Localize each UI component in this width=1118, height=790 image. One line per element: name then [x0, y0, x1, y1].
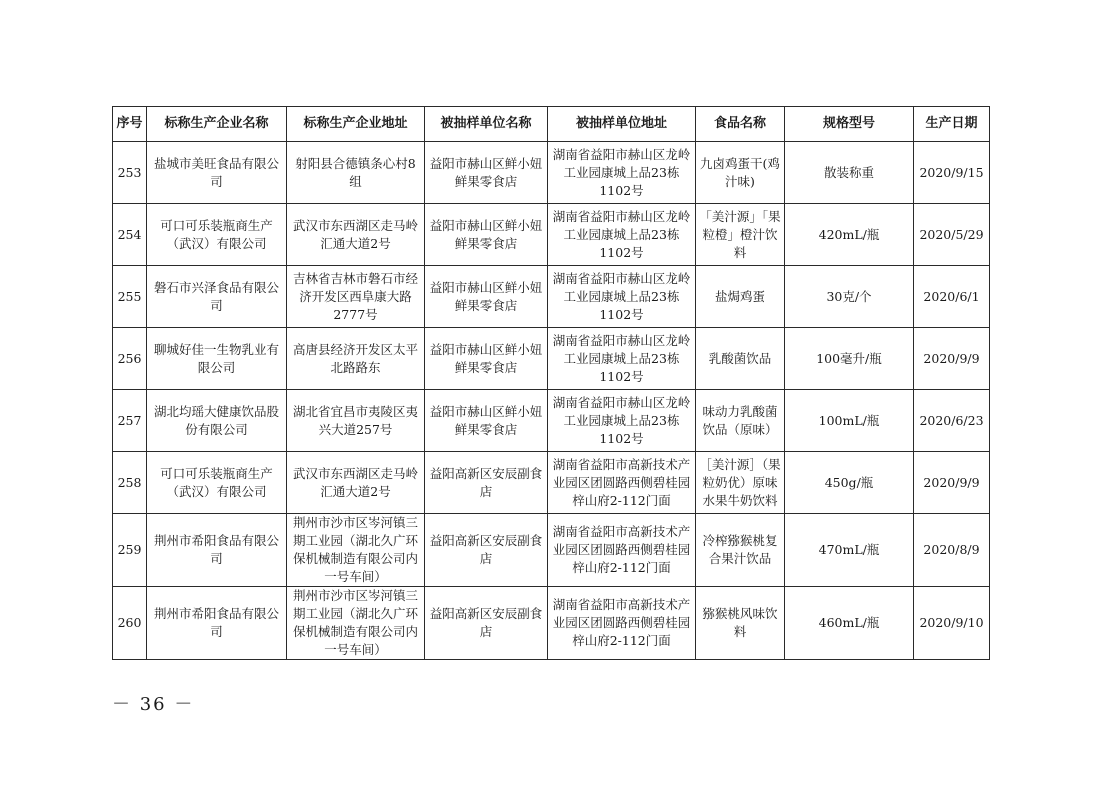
cell-producer: 湖北均瑶大健康饮品股份有限公司	[147, 390, 287, 452]
cell-food-name: 味动力乳酸菌饮品（原味）	[696, 390, 785, 452]
table-row	[113, 142, 990, 204]
header-sampled-unit: 被抽样单位名称	[425, 107, 548, 142]
cell-production-date: 2020/9/10	[914, 587, 990, 660]
cell-no: 256	[113, 328, 147, 390]
header-producer: 标称生产企业名称	[147, 107, 287, 142]
cell-production-date: 2020/5/29	[914, 204, 990, 266]
cell-sampled-unit: 益阳市赫山区鲜小妞鲜果零食店	[425, 266, 548, 328]
table-row	[113, 452, 990, 514]
cell-no: 255	[113, 266, 147, 328]
cell-food-name: 「美汁源」「果粒橙」橙汁饮料	[696, 204, 785, 266]
cell-sampled-address: 湖南省益阳市赫山区龙岭工业园康城上品23栋1102号	[548, 266, 696, 328]
cell-sampled-address: 湖南省益阳市高新技术产业园区团圆路西侧碧桂园梓山府2-112门面	[548, 514, 696, 587]
cell-food-name: 盐焗鸡蛋	[696, 266, 785, 328]
cell-producer-address: 武汉市东西湖区走马岭汇通大道2号	[287, 204, 425, 266]
cell-spec: 30克/个	[785, 266, 914, 328]
cell-no: 258	[113, 452, 147, 514]
cell-producer: 可口可乐装瓶商生产（武汉）有限公司	[147, 452, 287, 514]
header-sampled-address: 被抽样单位地址	[548, 107, 696, 142]
cell-spec: 470mL/瓶	[785, 514, 914, 587]
cell-no: 254	[113, 204, 147, 266]
cell-producer-address: 荆州市沙市区岑河镇三期工业园（湖北久广环保机械制造有限公司内一号车间）	[287, 587, 425, 660]
cell-producer: 聊城好佳一生物乳业有限公司	[147, 328, 287, 390]
cell-production-date: 2020/6/23	[914, 390, 990, 452]
cell-spec: 100毫升/瓶	[785, 328, 914, 390]
header-producer-address: 标称生产企业地址	[287, 107, 425, 142]
cell-sampled-unit: 益阳市赫山区鲜小妞鲜果零食店	[425, 390, 548, 452]
table-row	[113, 328, 990, 390]
header-spec: 规格型号	[785, 107, 914, 142]
cell-producer-address: 湖北省宜昌市夷陵区夷兴大道257号	[287, 390, 425, 452]
cell-production-date: 2020/9/15	[914, 142, 990, 204]
cell-sampled-address: 湖南省益阳市高新技术产业园区团圆路西侧碧桂园梓山府2-112门面	[548, 587, 696, 660]
cell-producer: 荆州市希阳食品有限公司	[147, 587, 287, 660]
cell-no: 259	[113, 514, 147, 587]
cell-producer-address: 吉林省吉林市磐石市经济开发区西阜康大路2777号	[287, 266, 425, 328]
cell-food-name: ［美汁源］（果粒奶优）原味水果牛奶饮料	[696, 452, 785, 514]
cell-production-date: 2020/8/9	[914, 514, 990, 587]
cell-food-name: 九卤鸡蛋干(鸡汁味)	[696, 142, 785, 204]
cell-producer-address: 射阳县合德镇条心村8组	[287, 142, 425, 204]
table-row	[113, 390, 990, 452]
cell-production-date: 2020/9/9	[914, 328, 990, 390]
table-row	[113, 204, 990, 266]
cell-sampled-unit: 益阳市赫山区鲜小妞鲜果零食店	[425, 328, 548, 390]
cell-sampled-address: 湖南省益阳市赫山区龙岭工业园康城上品23栋1102号	[548, 390, 696, 452]
cell-sampled-unit: 益阳高新区安辰副食店	[425, 452, 548, 514]
cell-producer-address: 武汉市东西湖区走马岭汇通大道2号	[287, 452, 425, 514]
header-food-name: 食品名称	[696, 107, 785, 142]
cell-sampled-address: 湖南省益阳市赫山区龙岭工业园康城上品23栋1102号	[548, 204, 696, 266]
cell-producer: 盐城市美旺食品有限公司	[147, 142, 287, 204]
cell-spec: 460mL/瓶	[785, 587, 914, 660]
cell-sampled-address: 湖南省益阳市赫山区龙岭工业园康城上品23栋1102号	[548, 328, 696, 390]
cell-sampled-unit: 益阳市赫山区鲜小妞鲜果零食店	[425, 204, 548, 266]
cell-no: 253	[113, 142, 147, 204]
table-row	[113, 266, 990, 328]
page-number: － 36 －	[112, 694, 195, 715]
cell-producer-address: 高唐县经济开发区太平北路路东	[287, 328, 425, 390]
header-production-date: 生产日期	[914, 107, 990, 142]
table-header-row	[113, 107, 990, 142]
header-no: 序号	[113, 107, 147, 142]
cell-producer: 可口可乐装瓶商生产（武汉）有限公司	[147, 204, 287, 266]
cell-sampled-address: 湖南省益阳市高新技术产业园区团圆路西侧碧桂园梓山府2-112门面	[548, 452, 696, 514]
cell-sampled-unit: 益阳高新区安辰副食店	[425, 514, 548, 587]
cell-spec: 散装称重	[785, 142, 914, 204]
sampling-results-table	[112, 106, 990, 660]
cell-sampled-unit: 益阳高新区安辰副食店	[425, 587, 548, 660]
cell-no: 257	[113, 390, 147, 452]
cell-production-date: 2020/6/1	[914, 266, 990, 328]
cell-sampled-address: 湖南省益阳市赫山区龙岭工业园康城上品23栋1102号	[548, 142, 696, 204]
cell-producer: 磐石市兴泽食品有限公司	[147, 266, 287, 328]
cell-producer-address: 荆州市沙市区岑河镇三期工业园（湖北久广环保机械制造有限公司内一号车间）	[287, 514, 425, 587]
cell-food-name: 猕猴桃风味饮料	[696, 587, 785, 660]
cell-food-name: 冷榨猕猴桃复合果汁饮品	[696, 514, 785, 587]
table-row	[113, 587, 990, 660]
cell-spec: 100mL/瓶	[785, 390, 914, 452]
cell-sampled-unit: 益阳市赫山区鲜小妞鲜果零食店	[425, 142, 548, 204]
cell-producer: 荆州市希阳食品有限公司	[147, 514, 287, 587]
cell-production-date: 2020/9/9	[914, 452, 990, 514]
cell-spec: 450g/瓶	[785, 452, 914, 514]
cell-food-name: 乳酸菌饮品	[696, 328, 785, 390]
table-row	[113, 514, 990, 587]
cell-no: 260	[113, 587, 147, 660]
cell-spec: 420mL/瓶	[785, 204, 914, 266]
